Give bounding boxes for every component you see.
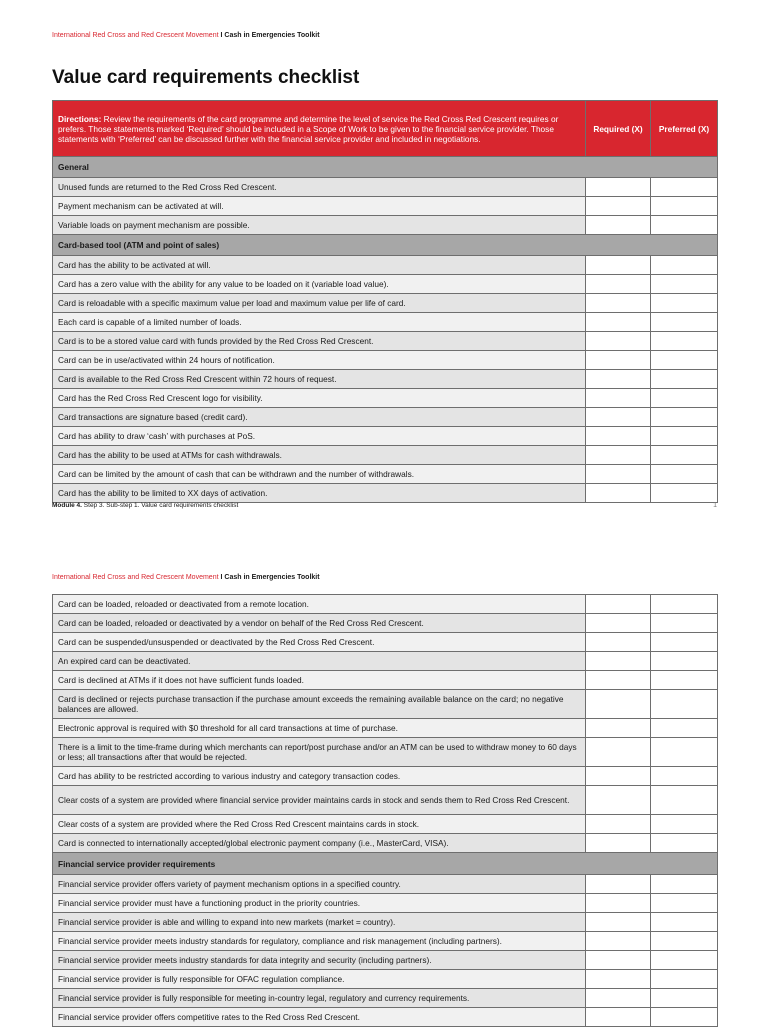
preferred-checkbox-cell[interactable] — [651, 834, 718, 853]
footer-module: Module 4. — [52, 502, 82, 509]
checklist-row — [53, 652, 718, 671]
requirement-statement: Financial service provider offers competitive rates to the Red Cross Red Crescent. — [53, 1008, 586, 1027]
required-column-header: Required (X) — [586, 101, 651, 157]
required-checkbox-cell[interactable] — [586, 178, 651, 197]
checklist-row — [53, 275, 718, 294]
footer-step: Step 3. Sub-step 1. Value card requirements checklist — [83, 502, 239, 509]
requirement-statement: Card can be suspended/unsuspended or deactivated by the Red Cross Red Crescent. — [53, 633, 586, 652]
preferred-checkbox-cell[interactable] — [651, 595, 718, 614]
running-header-page-2 — [52, 574, 320, 581]
requirement-statement: There is a limit to the time-frame during which merchants can report/post purchase and/or an ATM can be used to withdraw money to 60 days or less; all transactions after that would be rejected. — [53, 738, 586, 767]
checklist-row — [53, 427, 718, 446]
preferred-checkbox-cell[interactable] — [651, 484, 718, 503]
checklist-row — [53, 834, 718, 853]
required-checkbox-cell[interactable] — [586, 652, 651, 671]
preferred-checkbox-cell[interactable] — [651, 370, 718, 389]
requirement-statement: Clear costs of a system are provided where financial service provider maintains cards in stock and sends them to Red Cross Red Crescent. — [53, 786, 586, 815]
required-checkbox-cell[interactable] — [586, 989, 651, 1008]
checklist-row — [53, 738, 718, 767]
checklist-row — [53, 197, 718, 216]
requirement-statement: Card has ability to draw ‘cash’ with purchases at PoS. — [53, 427, 586, 446]
section-header-row — [53, 157, 718, 178]
page-footer — [52, 502, 717, 509]
required-checkbox-cell[interactable] — [586, 633, 651, 652]
required-checkbox-cell[interactable] — [586, 370, 651, 389]
checklist-row — [53, 633, 718, 652]
checklist-row — [53, 951, 718, 970]
preferred-checkbox-cell[interactable] — [651, 719, 718, 738]
requirement-statement: Card has a zero value with the ability for any value to be loaded on it (variable load value). — [53, 275, 586, 294]
required-checkbox-cell[interactable] — [586, 875, 651, 894]
checklist-row — [53, 408, 718, 427]
requirement-statement: Card has the ability to be used at ATMs for cash withdrawals. — [53, 446, 586, 465]
required-checkbox-cell[interactable] — [586, 951, 651, 970]
checklist-row — [53, 719, 718, 738]
preferred-checkbox-cell[interactable] — [651, 815, 718, 834]
required-checkbox-cell[interactable] — [586, 216, 651, 235]
required-checkbox-cell[interactable] — [586, 815, 651, 834]
required-checkbox-cell[interactable] — [586, 465, 651, 484]
checklist-row — [53, 216, 718, 235]
requirement-statement: Financial service provider offers variety of payment mechanism options in a specified country. — [53, 875, 586, 894]
requirement-statement: Card is connected to internationally accepted/global electronic payment company (i.e., MasterCard, VISA). — [53, 834, 586, 853]
required-checkbox-cell[interactable] — [586, 275, 651, 294]
requirement-statement: Card can be in use/activated within 24 hours of notification. — [53, 351, 586, 370]
requirement-statement: Payment mechanism can be activated at will. — [53, 197, 586, 216]
checklist-table-page-2 — [52, 594, 718, 1027]
checklist-body-page-1 — [53, 157, 718, 503]
checklist-row — [53, 913, 718, 932]
checklist-row — [53, 614, 718, 633]
preferred-checkbox-cell[interactable] — [651, 332, 718, 351]
requirement-statement: Each card is capable of a limited number of loads. — [53, 313, 586, 332]
preferred-checkbox-cell[interactable] — [651, 408, 718, 427]
preferred-checkbox-cell[interactable] — [651, 389, 718, 408]
preferred-checkbox-cell[interactable] — [651, 671, 718, 690]
page-number: 1 — [713, 502, 717, 509]
requirement-statement: Financial service provider is fully responsible for meeting in-country legal, regulatory and currency requirements. — [53, 989, 586, 1008]
directions-cell — [53, 101, 586, 157]
required-checkbox-cell[interactable] — [586, 294, 651, 313]
required-checkbox-cell[interactable] — [586, 671, 651, 690]
requirement-statement: Card is declined at ATMs if it does not have sufficient funds loaded. — [53, 671, 586, 690]
checklist-row — [53, 294, 718, 313]
checklist-row — [53, 690, 718, 719]
checklist-row — [53, 989, 718, 1008]
required-checkbox-cell[interactable] — [586, 738, 651, 767]
required-checkbox-cell[interactable] — [586, 614, 651, 633]
preferred-checkbox-cell[interactable] — [651, 875, 718, 894]
required-checkbox-cell[interactable] — [586, 595, 651, 614]
requirement-statement: Card can be loaded, reloaded or deactivated from a remote location. — [53, 595, 586, 614]
requirement-statement: Card is to be a stored value card with funds provided by the Red Cross Red Crescent. — [53, 332, 586, 351]
preferred-checkbox-cell[interactable] — [651, 197, 718, 216]
preferred-column-header: Preferred (X) — [651, 101, 718, 157]
preferred-checkbox-cell[interactable] — [651, 294, 718, 313]
checklist-row — [53, 671, 718, 690]
requirement-statement: Card is reloadable with a specific maximum value per load and maximum value per life of card. — [53, 294, 586, 313]
checklist-row — [53, 389, 718, 408]
requirement-statement: Card has the ability to be activated at will. — [53, 256, 586, 275]
required-checkbox-cell[interactable] — [586, 351, 651, 370]
required-checkbox-cell[interactable] — [586, 834, 651, 853]
required-checkbox-cell[interactable] — [586, 313, 651, 332]
directions-row — [53, 101, 718, 157]
required-checkbox-cell[interactable] — [586, 484, 651, 503]
preferred-checkbox-cell[interactable] — [651, 178, 718, 197]
header-separator: I — [220, 32, 223, 39]
requirement-statement: Clear costs of a system are provided where the Red Cross Red Crescent maintains cards in stock. — [53, 815, 586, 834]
preferred-checkbox-cell[interactable] — [651, 951, 718, 970]
preferred-checkbox-cell[interactable] — [651, 313, 718, 332]
header-toolkit: Cash in Emergencies Toolkit — [224, 574, 320, 581]
preferred-checkbox-cell[interactable] — [651, 427, 718, 446]
requirement-statement: Financial service provider is fully responsible for OFAC regulation compliance. — [53, 970, 586, 989]
page-title: Value card requirements checklist — [52, 67, 360, 88]
preferred-checkbox-cell[interactable] — [651, 989, 718, 1008]
checklist-row — [53, 970, 718, 989]
requirement-statement: Card transactions are signature based (credit card). — [53, 408, 586, 427]
required-checkbox-cell[interactable] — [586, 767, 651, 786]
checklist-row — [53, 351, 718, 370]
required-checkbox-cell[interactable] — [586, 719, 651, 738]
checklist-table-page-1 — [52, 100, 718, 503]
checklist-row — [53, 313, 718, 332]
required-checkbox-cell[interactable] — [586, 690, 651, 719]
checklist-row — [53, 256, 718, 275]
section-header-row — [53, 235, 718, 256]
header-toolkit: Cash in Emergencies Toolkit — [224, 32, 320, 39]
checklist-body-page-2 — [53, 595, 718, 1027]
preferred-checkbox-cell[interactable] — [651, 767, 718, 786]
checklist-row — [53, 932, 718, 951]
directions-text: Review the requirements of the card programme and determine the level of service the Red Cross Red Crescent requires or prefers. Those statements marked ‘Required’ should be included in a Scope of Work to be given to the financial service provider. Those statements with ‘Preferred’ can be discussed further with the financial service provider and included in negotiations. — [58, 113, 559, 144]
checklist-row — [53, 178, 718, 197]
preferred-checkbox-cell[interactable] — [651, 633, 718, 652]
preferred-checkbox-cell[interactable] — [651, 786, 718, 815]
requirement-statement: An expired card can be deactivated. — [53, 652, 586, 671]
preferred-checkbox-cell[interactable] — [651, 465, 718, 484]
preferred-checkbox-cell[interactable] — [651, 690, 718, 719]
requirement-statement: Financial service provider is able and willing to expand into new markets (market = country). — [53, 913, 586, 932]
required-checkbox-cell[interactable] — [586, 894, 651, 913]
required-checkbox-cell[interactable] — [586, 408, 651, 427]
preferred-checkbox-cell[interactable] — [651, 256, 718, 275]
required-checkbox-cell[interactable] — [586, 446, 651, 465]
required-checkbox-cell[interactable] — [586, 197, 651, 216]
section-title: Financial service provider requirements — [53, 853, 718, 875]
required-checkbox-cell[interactable] — [586, 256, 651, 275]
section-title: General — [53, 157, 718, 178]
checklist-row — [53, 595, 718, 614]
preferred-checkbox-cell[interactable] — [651, 894, 718, 913]
requirement-statement: Card is declined or rejects purchase transaction if the purchase amount exceeds the remaining available balance on the card; no negative balances are allowed. — [53, 690, 586, 719]
checklist-row — [53, 767, 718, 786]
preferred-checkbox-cell[interactable] — [651, 275, 718, 294]
preferred-checkbox-cell[interactable] — [651, 932, 718, 951]
checklist-row — [53, 465, 718, 484]
requirement-statement: Card is available to the Red Cross Red Crescent within 72 hours of request. — [53, 370, 586, 389]
running-header — [52, 32, 320, 39]
checklist-row — [53, 786, 718, 815]
required-checkbox-cell[interactable] — [586, 389, 651, 408]
requirement-statement: Card has the Red Cross Red Crescent logo for visibility. — [53, 389, 586, 408]
preferred-checkbox-cell[interactable] — [651, 913, 718, 932]
requirement-statement: Card has ability to be restricted according to various industry and category transaction codes. — [53, 767, 586, 786]
requirement-statement: Financial service provider must have a functioning product in the priority countries. — [53, 894, 586, 913]
preferred-checkbox-cell[interactable] — [651, 738, 718, 767]
checklist-row — [53, 875, 718, 894]
requirement-statement: Electronic approval is required with $0 threshold for all card transactions at time of purchase. — [53, 719, 586, 738]
preferred-checkbox-cell[interactable] — [651, 652, 718, 671]
checklist-row — [53, 446, 718, 465]
section-title: Card-based tool (ATM and point of sales) — [53, 235, 718, 256]
required-checkbox-cell[interactable] — [586, 786, 651, 815]
requirement-statement: Card can be limited by the amount of cash that can be withdrawn and the number of withdrawals. — [53, 465, 586, 484]
directions-label: Directions: — [58, 113, 102, 124]
checklist-row — [53, 370, 718, 389]
preferred-checkbox-cell[interactable] — [651, 614, 718, 633]
preferred-checkbox-cell[interactable] — [651, 216, 718, 235]
header-org: International Red Cross and Red Crescent Movement — [52, 574, 219, 581]
required-checkbox-cell[interactable] — [586, 932, 651, 951]
checklist-row — [53, 332, 718, 351]
checklist-row — [53, 815, 718, 834]
requirement-statement: Financial service provider meets industry standards for data integrity and security (including partners). — [53, 951, 586, 970]
requirement-statement: Variable loads on payment mechanism are possible. — [53, 216, 586, 235]
required-checkbox-cell[interactable] — [586, 913, 651, 932]
checklist-row — [53, 484, 718, 503]
preferred-checkbox-cell[interactable] — [651, 446, 718, 465]
checklist-row — [53, 894, 718, 913]
required-checkbox-cell[interactable] — [586, 427, 651, 446]
section-header-row — [53, 853, 718, 875]
required-checkbox-cell[interactable] — [586, 332, 651, 351]
preferred-checkbox-cell[interactable] — [651, 970, 718, 989]
requirement-statement: Financial service provider meets industry standards for regulatory, compliance and risk management (including partners). — [53, 932, 586, 951]
requirement-statement: Card can be loaded, reloaded or deactivated by a vendor on behalf of the Red Cross Red Crescent. — [53, 614, 586, 633]
requirement-statement: Card has the ability to be limited to XX days of activation. — [53, 484, 586, 503]
required-checkbox-cell[interactable] — [586, 970, 651, 989]
header-separator: I — [220, 574, 223, 581]
preferred-checkbox-cell[interactable] — [651, 351, 718, 370]
requirement-statement: Unused funds are returned to the Red Cross Red Crescent. — [53, 178, 586, 197]
header-org: International Red Cross and Red Crescent Movement — [52, 32, 219, 39]
